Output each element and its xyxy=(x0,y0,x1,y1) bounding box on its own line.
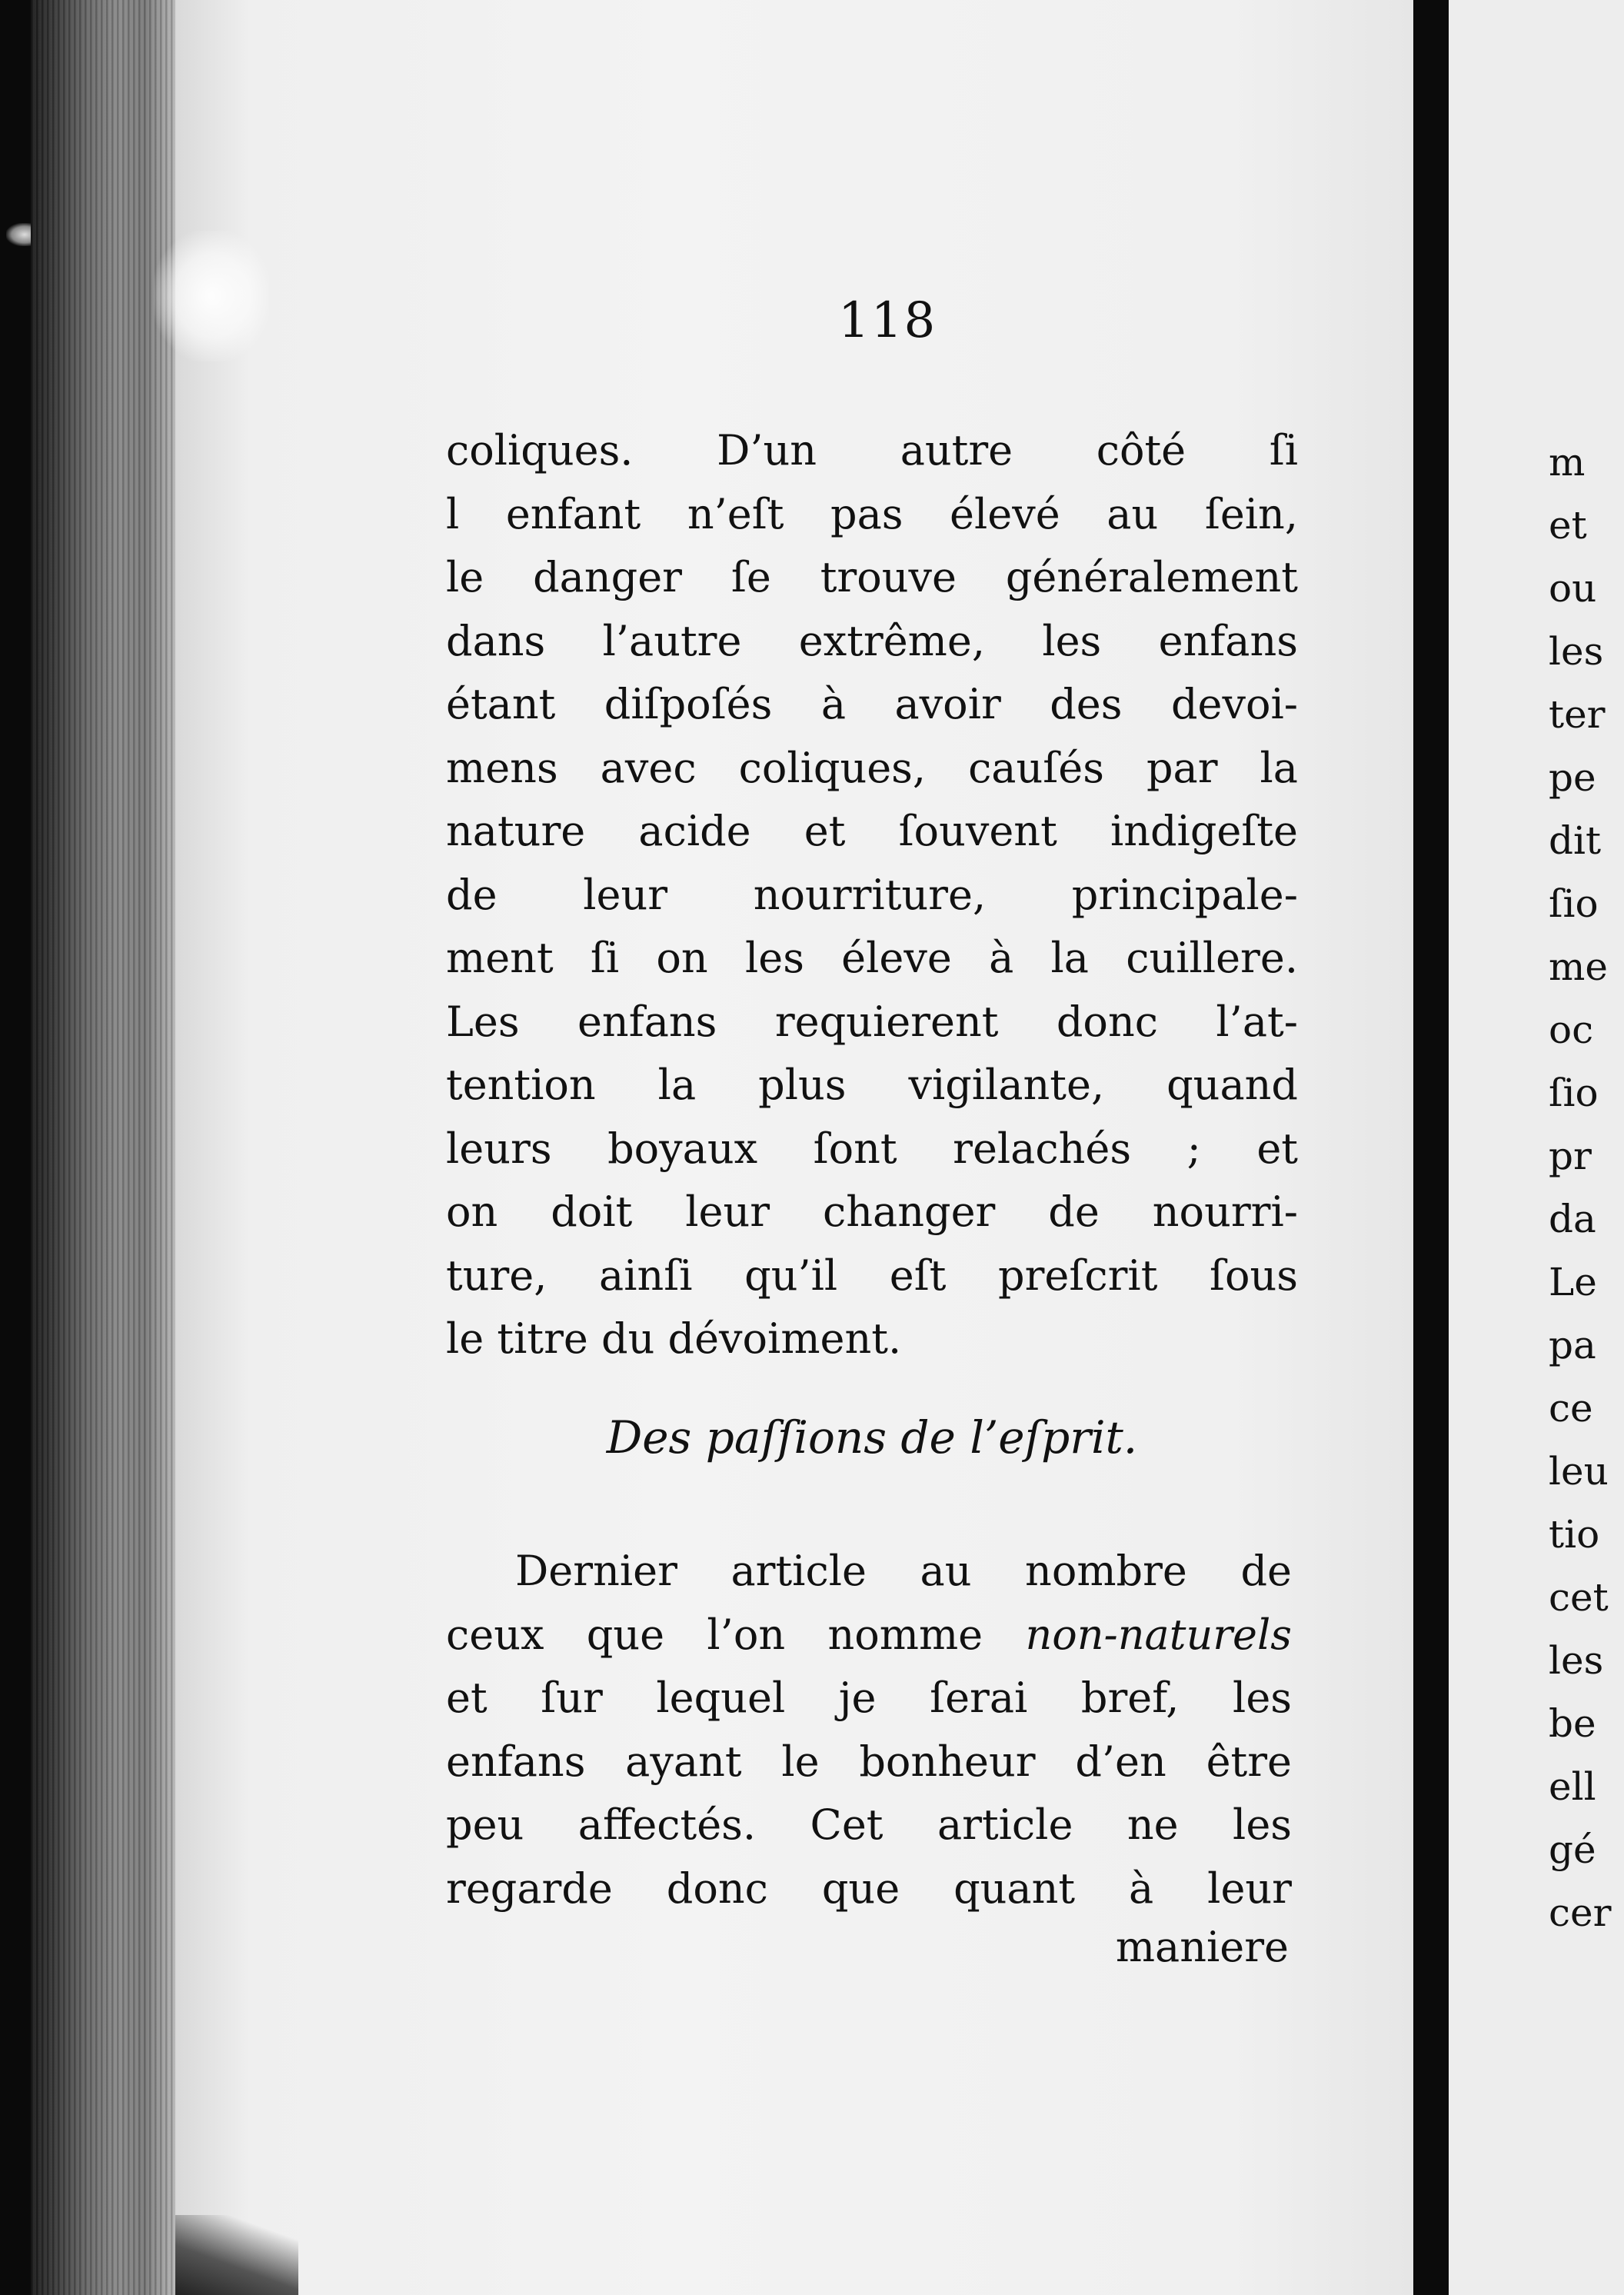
facing-fragment: da xyxy=(1549,1197,1596,1241)
facing-fragment: dit xyxy=(1549,818,1602,863)
facing-fragment: cet xyxy=(1549,1575,1609,1620)
facing-fragment: cer xyxy=(1549,1890,1612,1935)
facing-fragment: ou xyxy=(1549,566,1597,611)
text-line: mens avec coliques, cauſés par la xyxy=(446,743,1298,792)
text-line: dans l’autre extrême, les enfans xyxy=(446,616,1298,665)
facing-fragment: m xyxy=(1549,440,1586,485)
facing-fragment: me xyxy=(1549,944,1609,989)
paragraph-2 xyxy=(446,1540,1292,1920)
text-line: et ſur lequel je ſerai bref, les xyxy=(446,1674,1292,1722)
facing-fragment: ce xyxy=(1549,1386,1593,1431)
text-line: Les enfans requierent donc l’at- xyxy=(446,997,1298,1046)
text-line: coliques. D’un autre côté ſi xyxy=(446,426,1298,475)
facing-fragment: ſio xyxy=(1549,1071,1599,1115)
text-line: le danger ſe trouve généralement xyxy=(446,553,1298,601)
text-line: peu affectés. Cet article ne les xyxy=(446,1800,1292,1849)
facing-fragment: ſio xyxy=(1549,881,1599,926)
facing-fragment: Le xyxy=(1549,1260,1597,1304)
text-line: tention la plus vigilante, quand xyxy=(446,1061,1298,1109)
facing-fragment: pr xyxy=(1549,1134,1592,1178)
facing-fragment: et xyxy=(1549,503,1587,548)
text-line: ture, ainſi qu’il eſt preſcrit ſous xyxy=(446,1251,1298,1300)
facing-fragment: ter xyxy=(1549,692,1606,737)
facing-fragment: les xyxy=(1549,629,1604,674)
facing-fragment: oc xyxy=(1549,1008,1594,1052)
text-line: l enfant n’eſt pas élevé au ſein, xyxy=(446,489,1298,538)
text-line: Dernier article au nombre de xyxy=(515,1547,1292,1595)
facing-fragment: les xyxy=(1549,1638,1604,1683)
facing-fragment: gé xyxy=(1549,1827,1596,1872)
facing-fragment: ell xyxy=(1549,1764,1596,1809)
italic-term: non-naturels xyxy=(1025,1610,1292,1659)
facing-fragment: be xyxy=(1549,1701,1596,1746)
text-line: le titre du dévoiment. xyxy=(446,1314,902,1363)
text-line: de leur nourriture, principale- xyxy=(446,870,1298,919)
text-line: étant diſpoſés à avoir des devoi- xyxy=(446,680,1298,728)
page-corner-shadow xyxy=(175,2215,298,2295)
page-number: 118 xyxy=(838,292,937,349)
facing-fragment: tio xyxy=(1549,1512,1600,1557)
text-run: ceux que l’on nomme xyxy=(446,1610,1026,1659)
text-line: nature acide et ſouvent indigeſte xyxy=(446,807,1298,855)
text-line: enfans ayant le bonheur d’en être xyxy=(446,1737,1292,1786)
text-line xyxy=(446,1604,1292,1667)
text-line: on doit leur changer de nourri- xyxy=(446,1187,1298,1236)
facing-fragment: pa xyxy=(1549,1323,1596,1367)
text-line: ment ſi on les éleve à la cuillere. xyxy=(446,934,1298,982)
scan-glare xyxy=(154,231,269,361)
facing-fragment: pe xyxy=(1549,755,1596,800)
page-gutter-fold xyxy=(1413,0,1449,2295)
facing-page-text xyxy=(1549,431,1612,1944)
facing-fragment: leu xyxy=(1549,1449,1609,1494)
text-line: regarde donc que quant à leur xyxy=(446,1864,1292,1913)
text-line: leurs boyaux ſont relachés ; et xyxy=(446,1124,1298,1173)
catchword: maniere xyxy=(1115,1923,1289,1971)
paragraph-1 xyxy=(446,419,1298,1371)
section-heading: Des paſſions de l’eſprit. xyxy=(606,1411,1138,1464)
